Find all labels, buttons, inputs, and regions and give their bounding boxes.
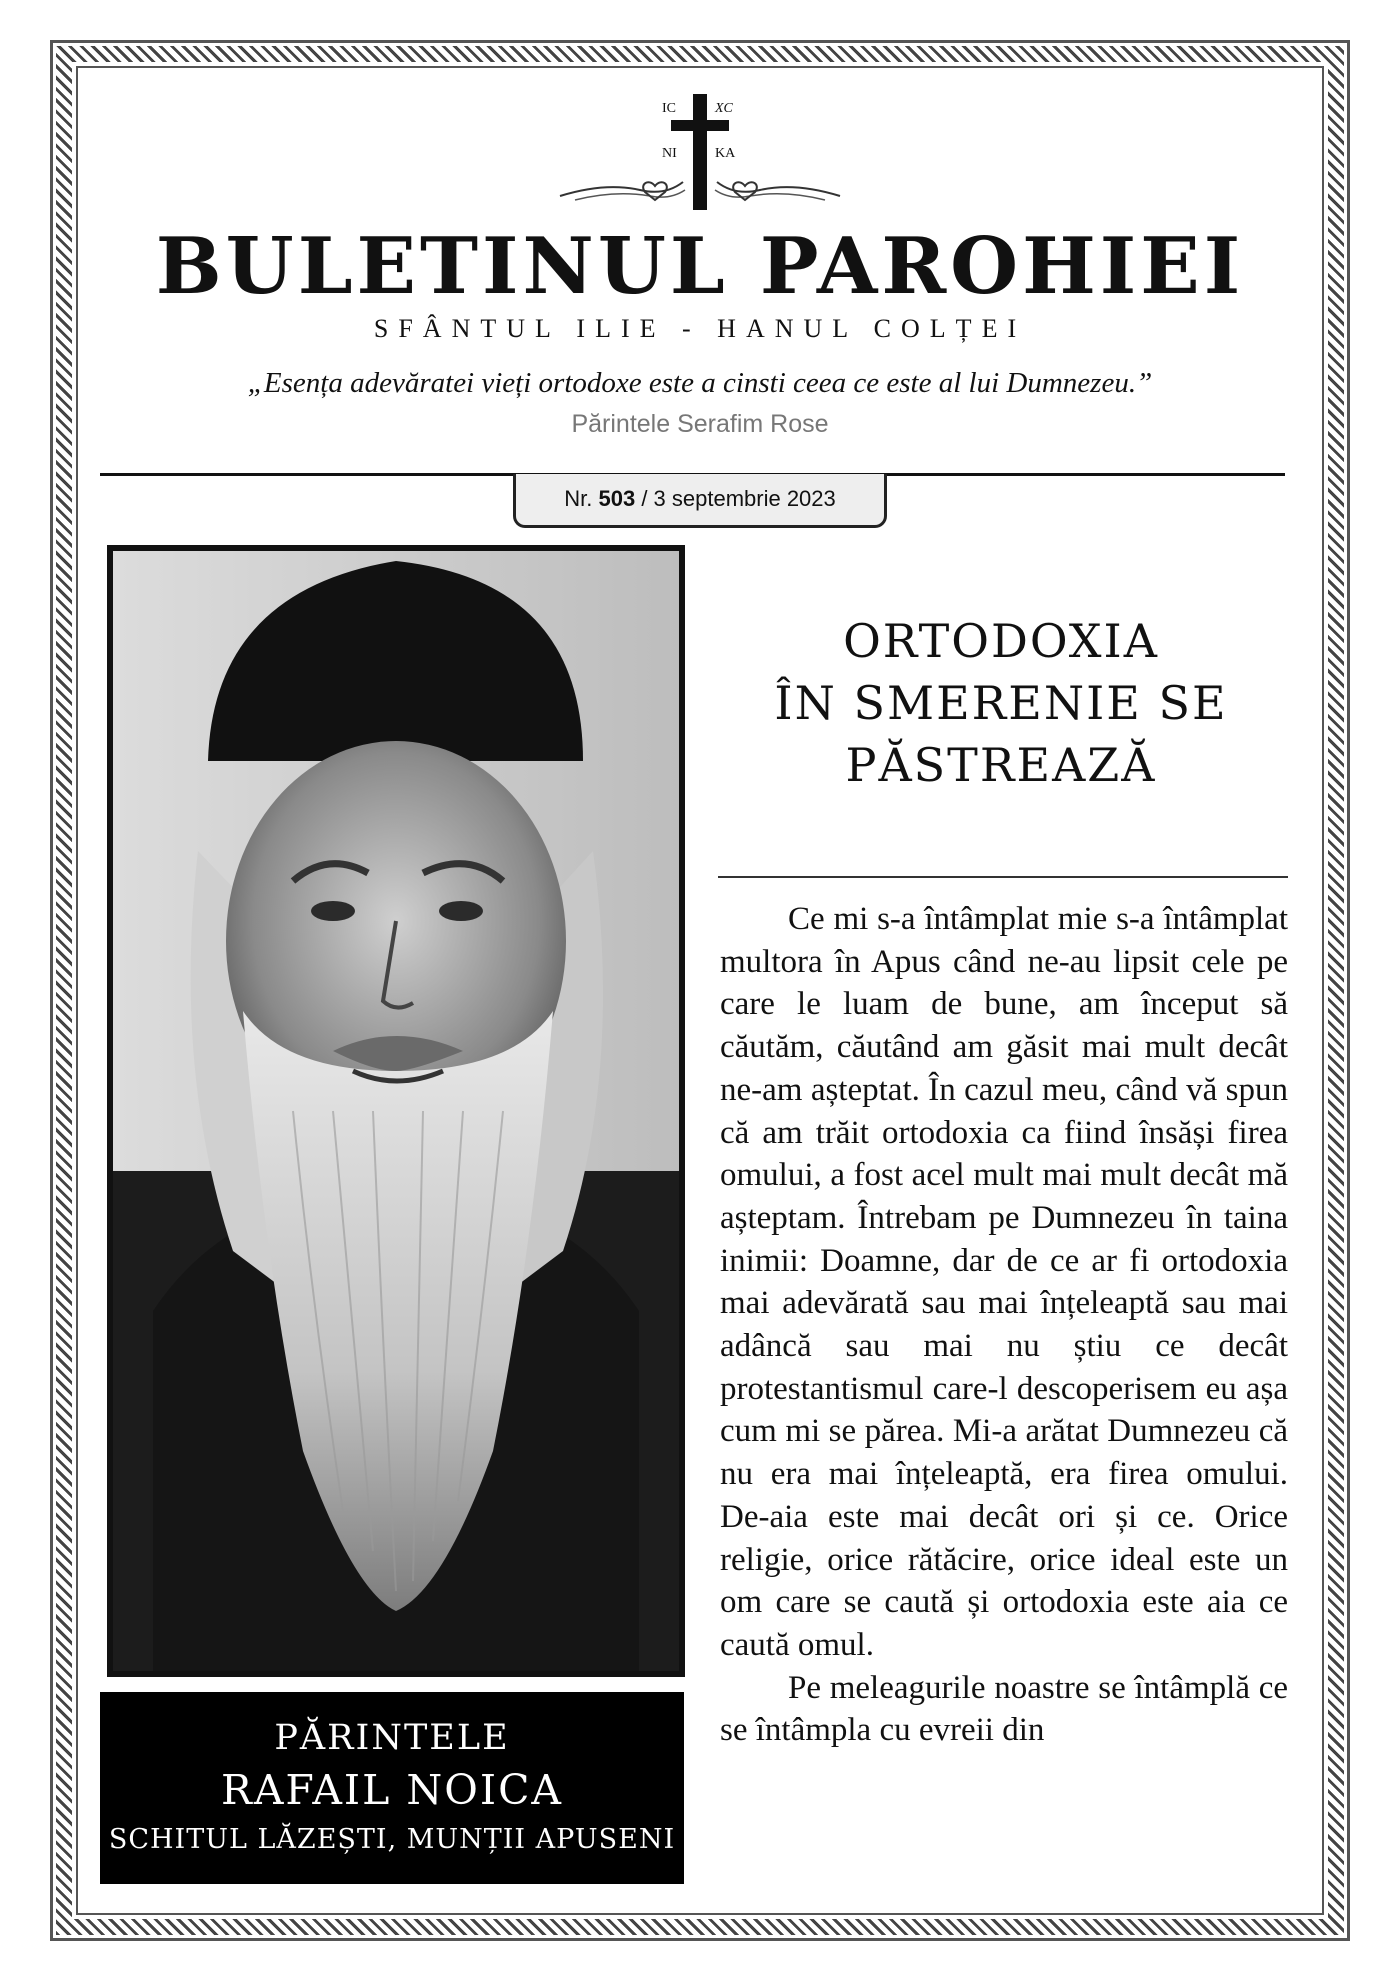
caption-title: PĂRINTELE	[274, 1718, 510, 1758]
portrait-caption	[100, 1692, 684, 1884]
article-title	[716, 610, 1286, 796]
emblem-xc: XC	[715, 101, 733, 116]
article-title-line: ÎN SMERENIE SE	[774, 676, 1228, 730]
article-paragraph: Ce mi s-a întâmplat mie s-a întâmplat multora în Apus când ne-au lipsit cele pe care le luam de bune, am început să căutăm, căutând am găsit mai mult decât ne-am așteptat. În cazul meu, când vă spun că am trăit ortodoxia ca fiind însăși firea omului, a fost acel mult mai mult decât mă așteptam. Întrebam pe Dumnezeu în taina inimii: Doamne, dar de ce ar fi ortodoxia mai adevărată sau mai înțeleaptă sau mai adâncă sau mai nu știu ce decât protestantismul care-l descoperisem eu așa cum mi se părea. Mi-a arătat Dumnezeu că nu era mai înțeleaptă, era firea omului. De-aia este mai decât ori și ce. Orice religie, orice rătăcire, orice ideal este un om care se caută și ortodoxia este aia ce caută omul.	[720, 901, 1288, 1663]
parish-subtitle: SFÂNTUL ILIE - HANUL COLȚEI	[373, 314, 1027, 343]
cross-icon	[555, 90, 845, 220]
issue-date: / 3 septembrie 2023	[641, 486, 836, 511]
article-title-line: ORTODOXIA	[843, 614, 1159, 668]
article-divider	[718, 876, 1288, 878]
article-paragraph: Pe meleagurile noastre se întâmplă ce se întâmpla cu evreii din	[720, 1669, 1288, 1749]
cross-emblem	[555, 90, 845, 220]
portrait-illustration	[113, 551, 679, 1671]
issue-prefix: Nr.	[564, 486, 593, 511]
quote-author: Părintele Serafim Rose	[571, 410, 829, 438]
header-quote: „Esența adevăratei vieți ortodoxe este a cinsti ceea ce este al lui Dumnezeu.”	[247, 367, 1153, 399]
article-title-line: PĂSTREAZĂ	[845, 738, 1157, 792]
issue-number: 503	[598, 486, 636, 511]
caption-name: RAFAIL NOICA	[220, 1766, 564, 1814]
article-body	[720, 898, 1288, 1752]
bulletin-title: BULETINUL PAROHIEI	[155, 221, 1245, 312]
emblem-ka: KA	[715, 146, 736, 161]
caption-location: SCHITUL LĂZEȘTI, MUNȚII APUSENI	[108, 1824, 676, 1855]
portrait-photo	[107, 545, 685, 1677]
emblem-ic: IC	[662, 101, 676, 116]
emblem-ni: NI	[662, 146, 677, 161]
issue-badge	[513, 474, 887, 528]
